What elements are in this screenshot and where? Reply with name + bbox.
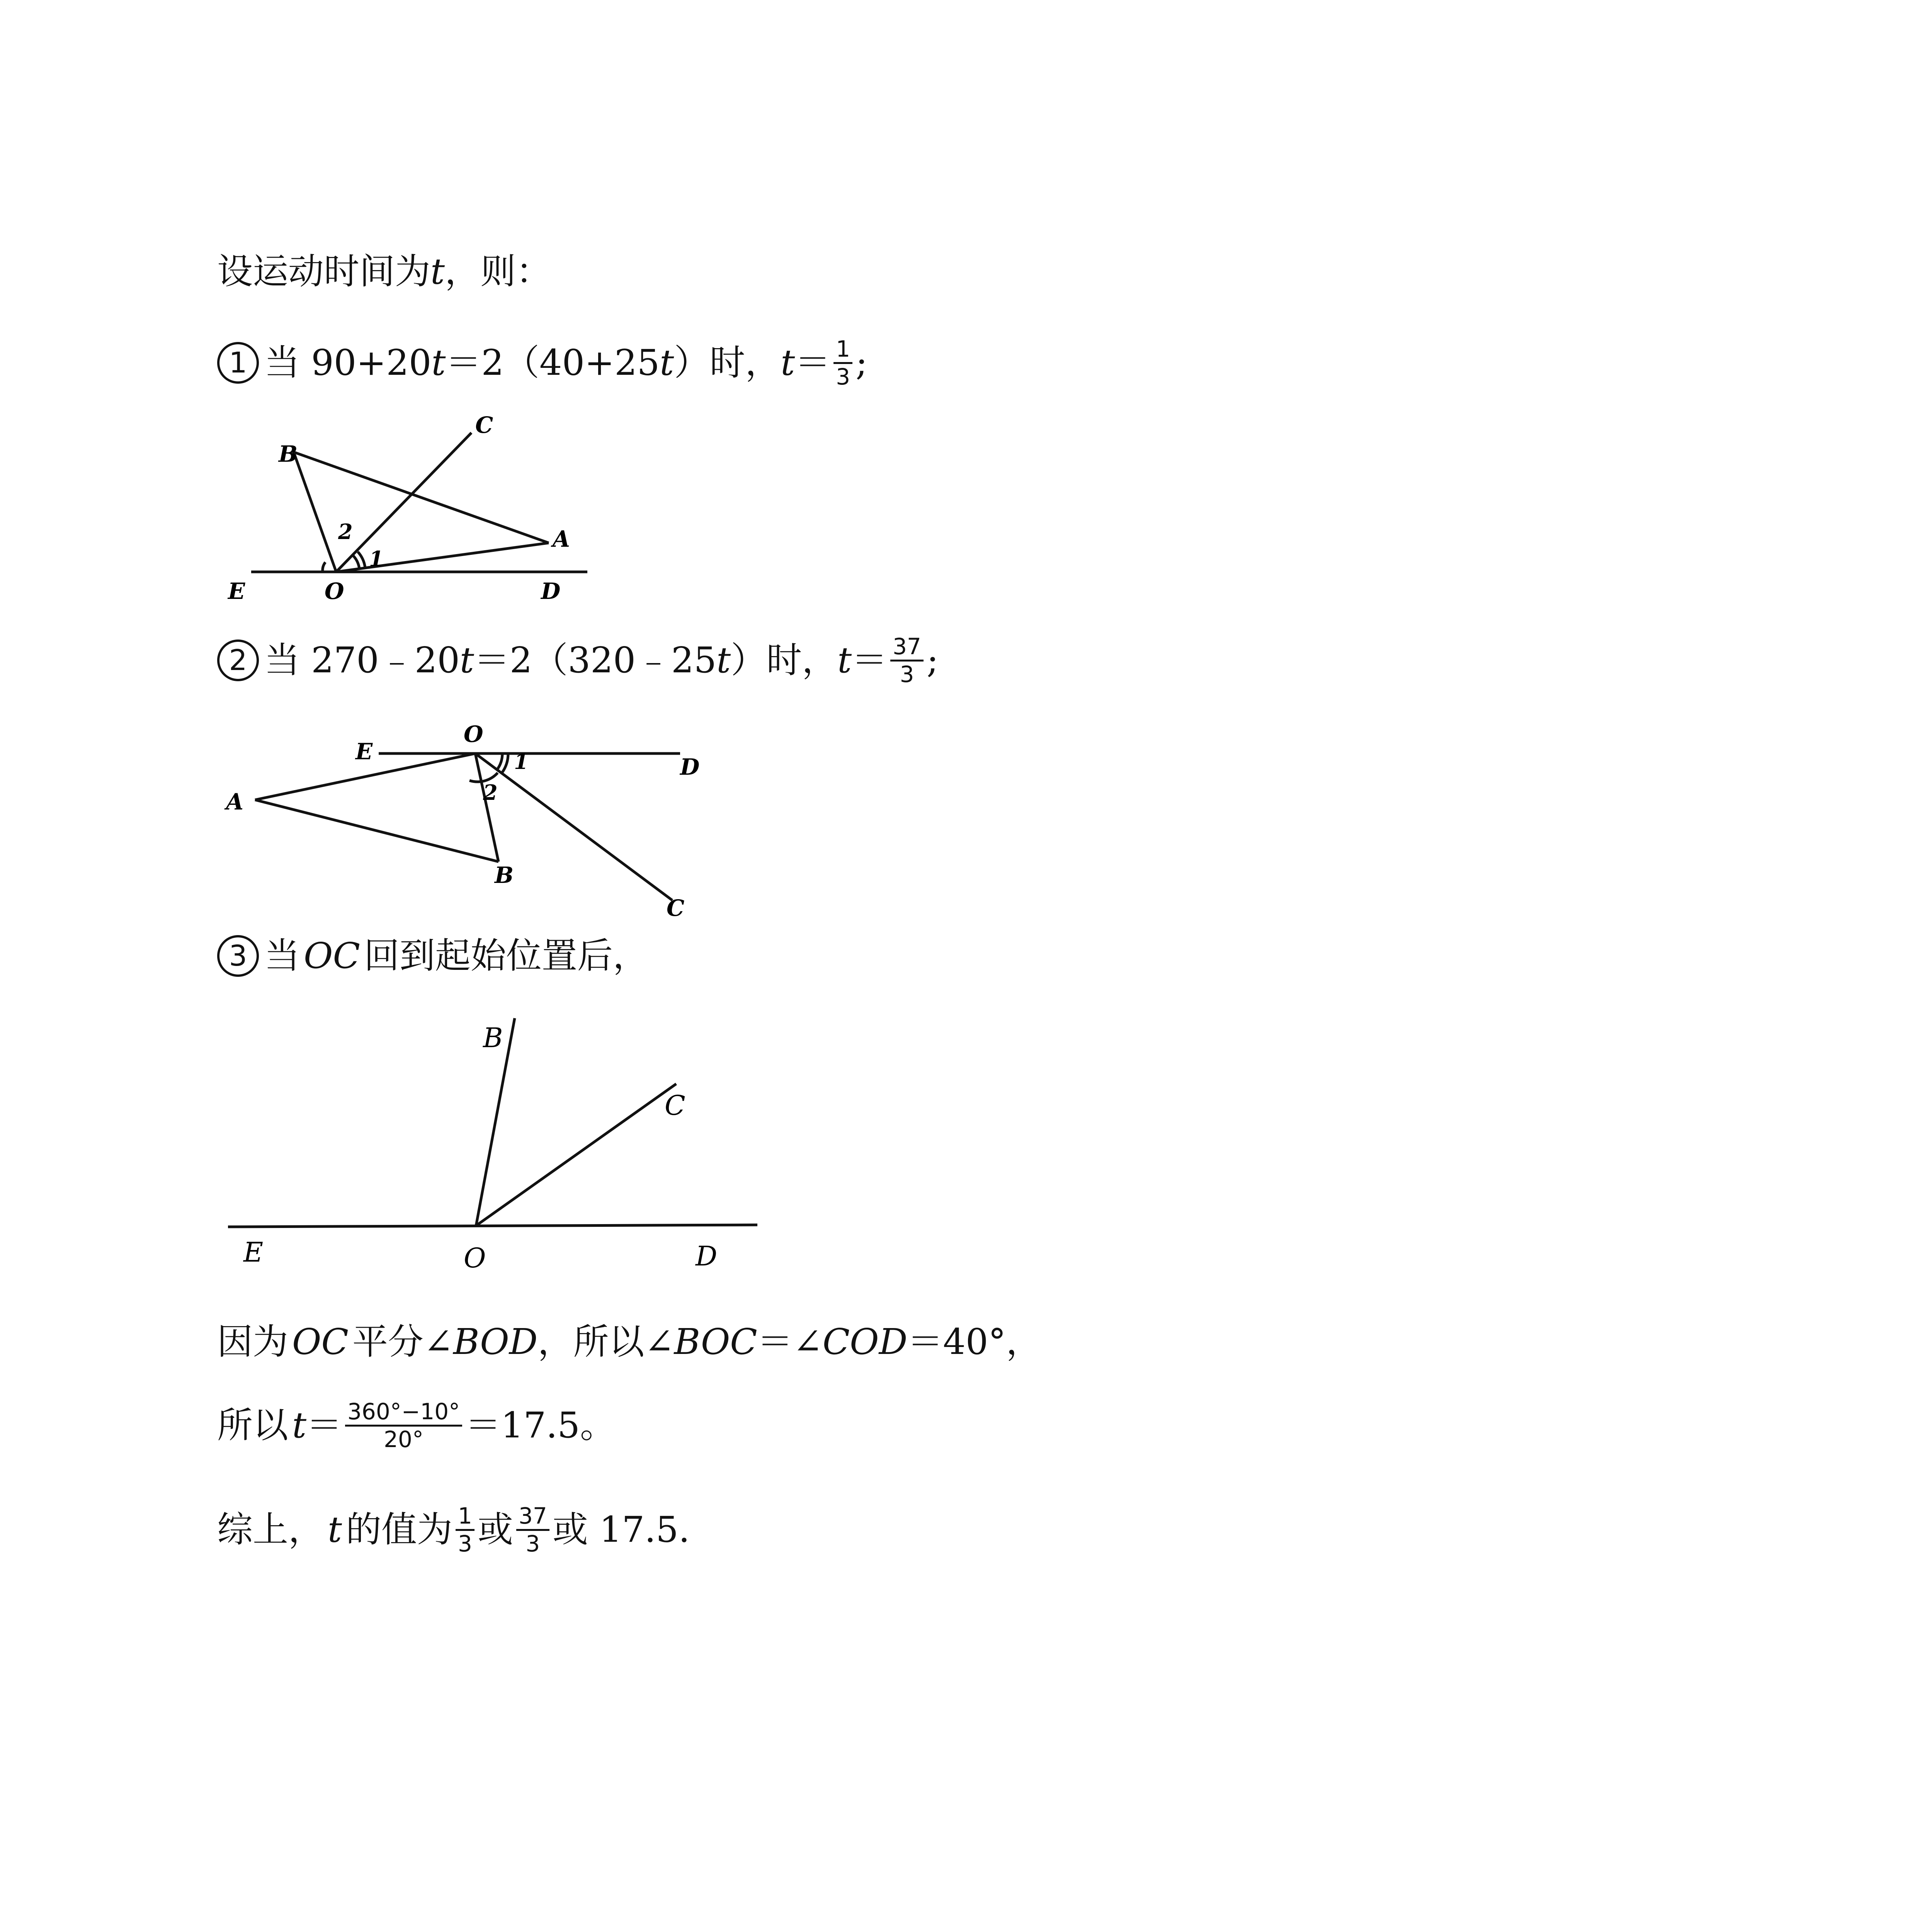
label-B: B xyxy=(483,1022,503,1054)
label-C: C xyxy=(665,1090,685,1121)
label-B: B xyxy=(495,862,514,888)
fraction-1-3-summary: $\frac{1}{3}$ xyxy=(456,1503,475,1556)
case-1-line: 1 当 90+20t＝2（40+25t）时，t＝ $\frac{1}{3}$ ; xyxy=(217,336,867,389)
label-O: O xyxy=(464,1242,486,1274)
figure-3 xyxy=(216,1005,773,1283)
circled-number-3: 3 xyxy=(217,935,259,977)
conclusion-line: 综上， t 的值为 $\frac{1}{3}$ 或 $\frac{37}{3}$ 或 17.5. xyxy=(217,1503,690,1557)
angle-1-label: 1 xyxy=(514,749,529,774)
fraction-1-3: $\frac{1}{3}$ xyxy=(833,336,852,389)
circled-number-1: 1 xyxy=(217,342,259,384)
label-E: E xyxy=(356,738,373,765)
label-D: D xyxy=(696,1240,718,1272)
fraction-37-3-summary: $\frac{37}{3}$ xyxy=(516,1503,549,1556)
so-line: 所以 t＝ $\frac{360^\circ-10^\circ}{20^\circ}$ ＝17.5。 xyxy=(217,1398,616,1452)
label-E: E xyxy=(243,1236,264,1268)
label-O: O xyxy=(464,721,483,747)
label-C: C xyxy=(475,412,493,438)
angle-1-label: 1 xyxy=(369,546,384,571)
label-D: D xyxy=(541,578,561,604)
fraction-37-3: $\frac{37}{3}$ xyxy=(890,634,924,687)
circled-number-2: 2 xyxy=(217,639,259,681)
label-A: A xyxy=(226,789,244,815)
angle-2-label: 2 xyxy=(338,519,353,544)
figure-1 xyxy=(216,410,611,611)
fraction-350-20: $\frac{360^\circ-10^\circ}{20^\circ}$ xyxy=(345,1399,462,1452)
label-E: E xyxy=(228,578,245,604)
label-D: D xyxy=(680,754,700,780)
figure-2 xyxy=(216,711,726,920)
label-C: C xyxy=(667,895,685,920)
intro-line: 设运动时间为t，则： xyxy=(217,251,552,293)
label-O: O xyxy=(325,578,344,604)
label-B: B xyxy=(278,441,298,467)
case-2-line: 2 当 270﹣20t＝2（320﹣25t）时，t＝ $\frac{37}{3}$ ; xyxy=(217,634,939,687)
label-A: A xyxy=(553,526,570,552)
because-line: 因为 OC 平分∠BOD，所以∠BOC＝∠COD＝40°， xyxy=(217,1321,1042,1363)
case-3-line: 3 当 OC 回到起始位置后， xyxy=(217,935,648,977)
angle-2-label: 2 xyxy=(483,780,498,805)
